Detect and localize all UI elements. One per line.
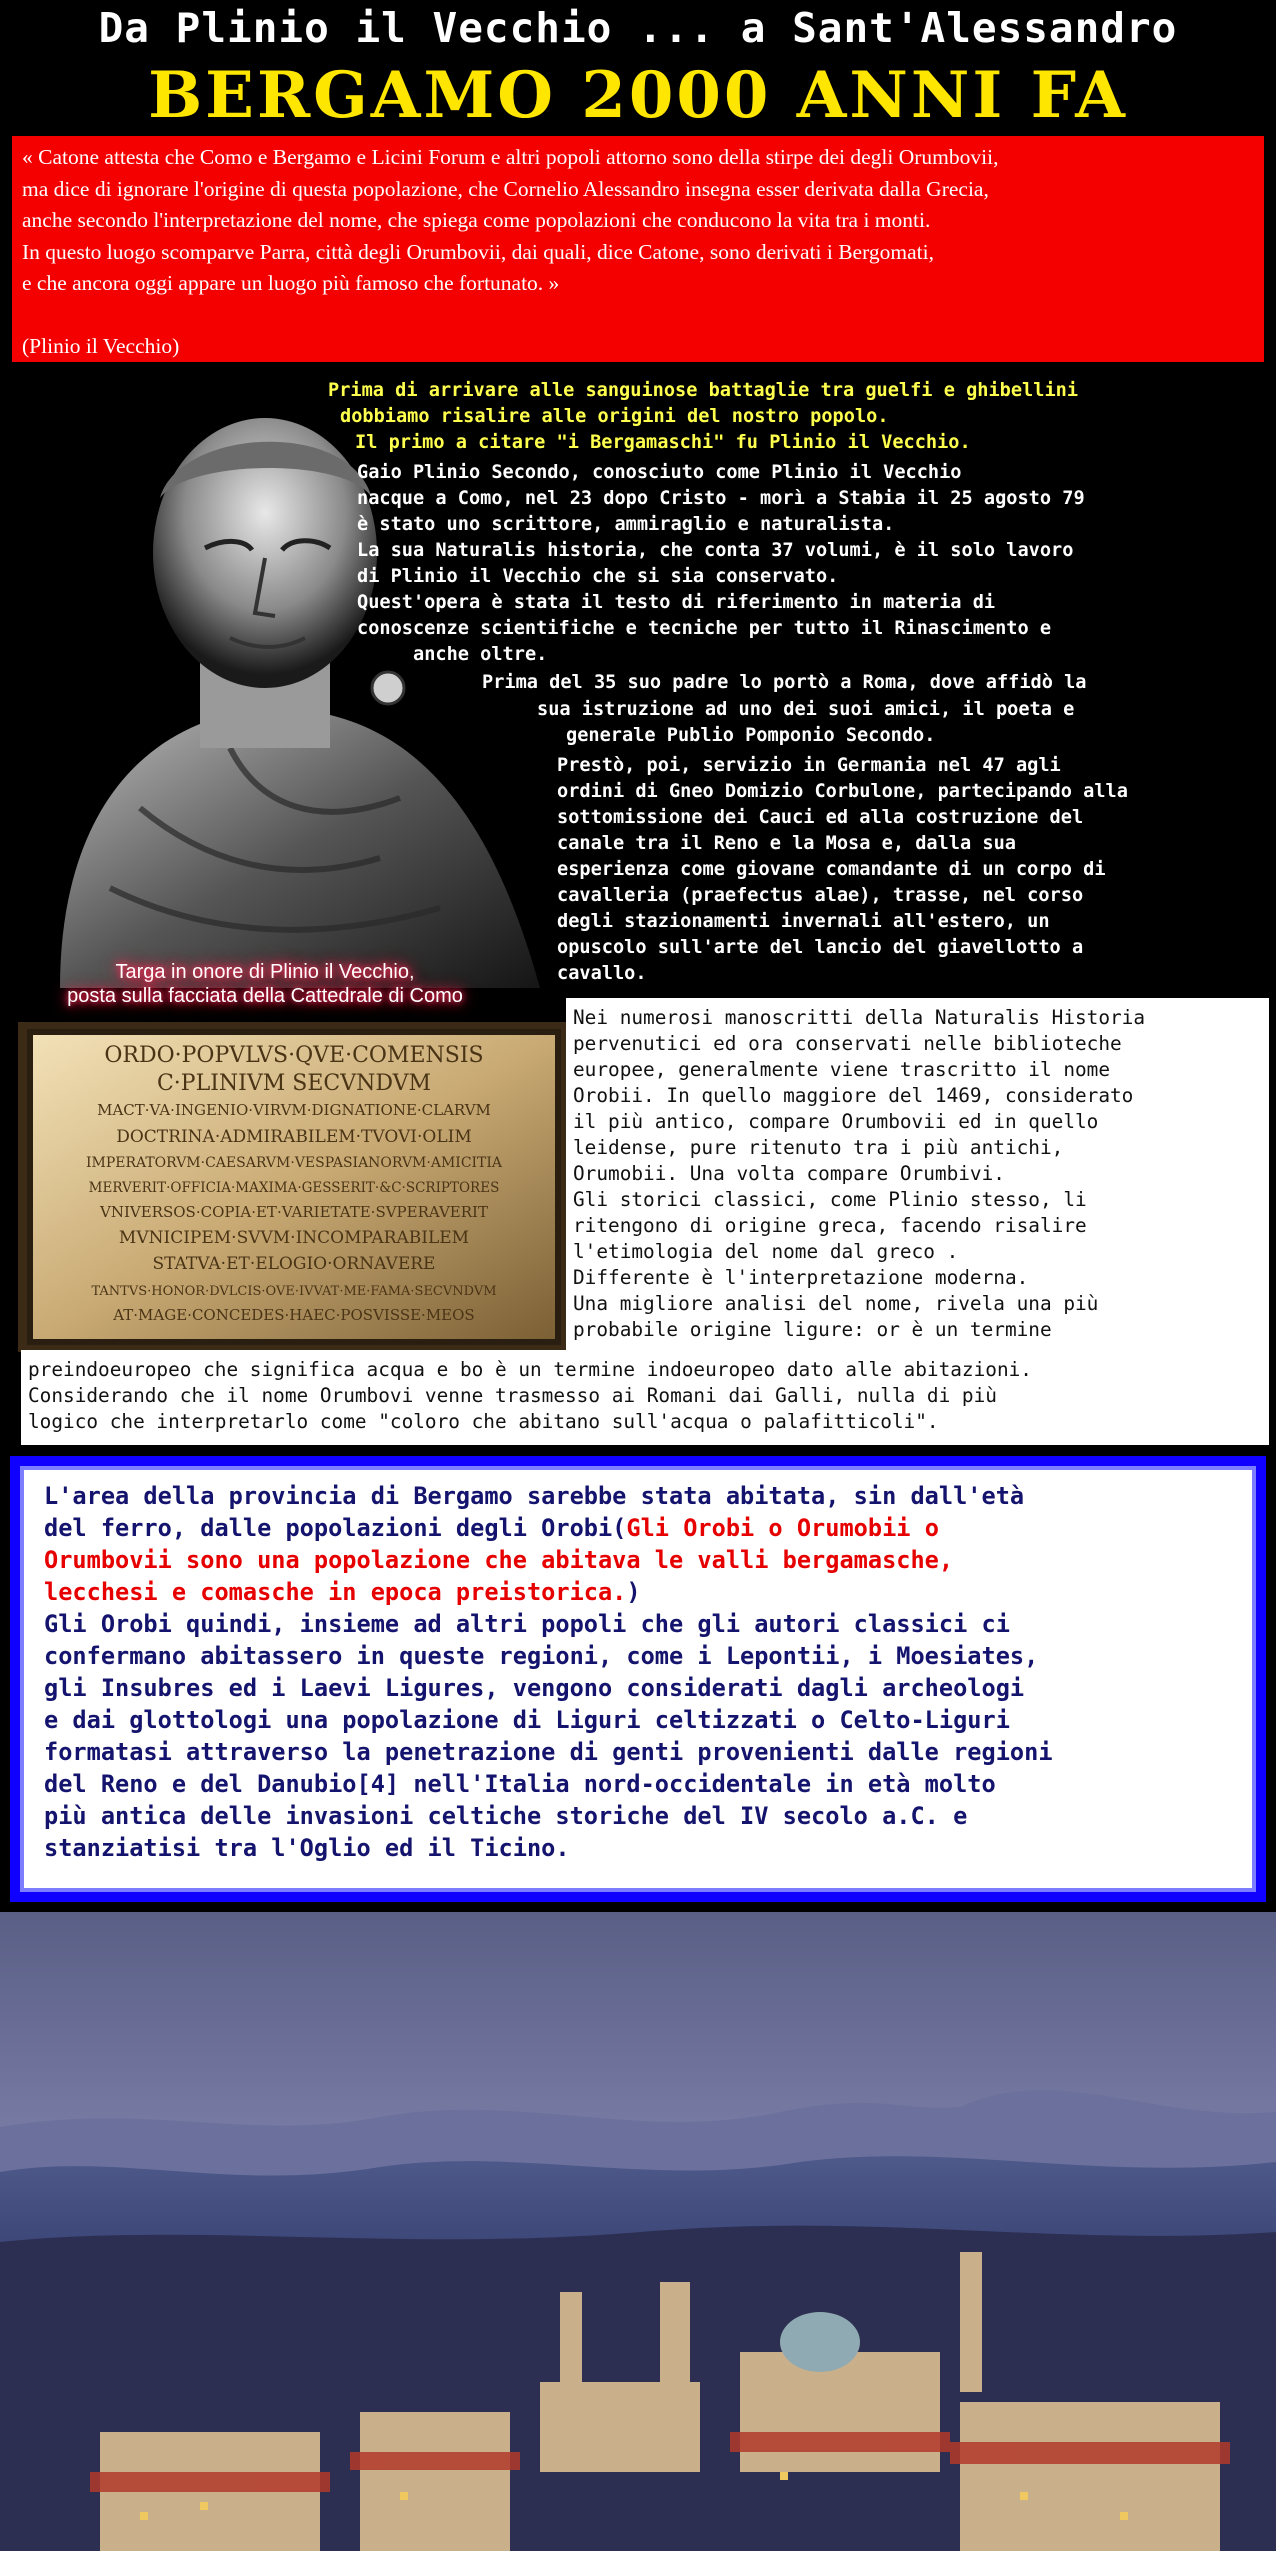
bio-line: cavallo. [557,963,647,984]
plaque-inscription-line: MACT·VA·INGENIO·VIRVM·DIGNATIONE·CLARVM [97,1101,491,1119]
orobi-line: lecchesi e comasche in epoca preistorica.) [44,1578,641,1606]
names-line: il più antico, compare Orumbovii ed in quello [573,1110,1099,1133]
orobi-line: stanziatisi tra l'Oglio ed il Ticino. [44,1834,570,1862]
names-line: logico che interpretarlo come "coloro che abitano sull'acqua o palafitticoli". [28,1410,939,1433]
names-line: Differente è l'interpretazione moderna. [573,1266,1029,1289]
plaque-caption: Targa in onore di Plinio il Vecchio, posta sulla facciata della Cattedrale di Como [67,961,463,1007]
names-line: leidense, pure ritenuto tra i più antichi, [573,1136,1064,1159]
plaque-inscription-line: VNIVERSOS·COPIA·ET·VARIETATE·SVPERAVERIT [100,1203,488,1221]
bio-line: è stato uno scrittore, ammiraglio e naturalista. [357,514,895,535]
page-subtitle: BERGAMO 2000 ANNI FA [148,58,1128,133]
names-line: l'etimologia del nome dal greco . [573,1240,959,1263]
bio-line: ordini di Gneo Domizio Corbulone, partecipando alla [557,781,1128,802]
quote-line: ma dice di ignorare l'origine di questa popolazione, che Cornelio Alessandro insegna esser derivata dalla Grecia, [22,176,989,201]
plaque-inscription-line: TANTVS·HONOR·DVLCIS·OVE·IVVAT·ME·FAMA·SECVNDVM [91,1284,497,1299]
orobi-line: gli Insubres ed i Laevi Ligures, vengono considerati dagli archeologi [44,1674,1025,1702]
bio-line: di Plinio il Vecchio che si sia conservato. [357,566,839,587]
bio-line: La sua Naturalis historia, che conta 37 volumi, è il solo lavoro [357,540,1074,561]
plaque-inscription-line: ORDO·POPVLVS·QVE·COMENSIS [104,1043,484,1068]
names-line: ritengono di origine greca, facendo risalire [573,1214,1087,1237]
plaque-inscription-line: C·PLINIVM SECVNDVM [156,1071,432,1096]
bergamo-city-photo [0,1912,1276,2551]
intro-line: Il primo a citare "i Bergamaschi" fu Plinio il Vecchio. [355,432,971,453]
bio-line: anche oltre. [413,644,548,665]
plaque-inscription-line: STATVA·ET·ELOGIO·ORNAVERE [152,1254,436,1274]
bio-line: Prestò, poi, servizio in Germania nel 47 agli [557,755,1061,776]
bio-line: Prima del 35 suo padre lo portò a Roma, dove affidò la [482,672,1087,693]
orobi-line: e dai glottologi una popolazione di Liguri celtizzati o Celto-Liguri [44,1706,1010,1734]
plaque-image [18,1022,570,1352]
orobi-highlight: Orumbovii sono una popolazione che abitava le valli bergamasche, [44,1546,954,1574]
bio-line: opuscolo sull'arte del lancio del giavellotto a [557,937,1084,958]
intro-line: dobbiamo risalire alle origini del nostro popolo. [340,406,889,427]
names-line: preindoeuropeo che significa acqua e bo è un termine indoeuropeo dato alle abitazioni. [28,1358,1032,1381]
quote-author: (Plinio il Vecchio) [22,333,180,358]
orobi-line: del Reno e del Danubio[4] nell'Italia nord-occidentale in età molto [44,1770,996,1798]
plaque-inscription-line: DOCTRINA·ADMIRABILEM·TVOVI·OLIM [116,1127,472,1147]
bio-line: conoscenze scientifiche e tecniche per tutto il Rinascimento e [357,618,1052,639]
orobi-highlight: Gli Orobi o Orumobii o [626,1514,939,1542]
names-line: Orobii. In quello maggiore del 1469, considerato [573,1084,1134,1107]
names-line: Gli storici classici, come Plinio stesso, li [573,1188,1087,1211]
orobi-line: confermano abitassero in queste regioni, come i Lepontii, i Moesiates, [44,1642,1039,1670]
names-line: Orumobii. Una volta compare Orumbivi. [573,1162,1005,1185]
quote-line: « Catone attesta che Como e Bergamo e Licini Forum e altri popoli attorno sono della stirpe dei degli Orumbovii, [22,145,999,169]
names-line: Considerando che il nome Orumbovi venne trasmesso ai Romani dai Galli, nulla di più [28,1384,997,1407]
names-line: probabile origine ligure: or è un termine [573,1318,1052,1341]
names-line: Una migliore analisi del nome, rivela una più [573,1292,1099,1315]
intro-line: Prima di arrivare alle sanguinose battaglie tra guelfi e ghibellini [328,380,1079,401]
quote-line: e che ancora oggi appare un luogo più famoso che fortunato. » [22,271,560,295]
names-line: pervenutici ed ora conservati nelle biblioteche [573,1032,1122,1055]
orobi-highlight: lecchesi e comasche in epoca preistorica. [44,1578,627,1606]
orobi-line: del ferro, dalle popolazioni degli Orobi(Gli Orobi o Orumobii o [44,1514,939,1542]
orobi-line: più antica delle invasioni celtiche storiche del IV secolo a.C. e [44,1802,968,1830]
orobi-line: formatasi attraverso la penetrazione di genti provenienti dalle regioni [44,1738,1053,1766]
quote-line: anche secondo l'interpretazione del nome, che spiega come popolazioni che conducono la vita tra i monti. [22,208,931,232]
quote-line: In questo luogo scomparve Parra, città degli Orumbovii, dai quali, dice Catone, sono derivati i Bergomati, [22,239,934,264]
bio-line: Quest'opera è stata il testo di riferimento in materia di [357,592,996,613]
bio-line: cavalleria (praefectus alae), trasse, nel corso [557,885,1084,906]
plaque-inscription-line: IMPERATORVM·CAESARVM·VESPASIANORVM·AMICITIA [85,1155,503,1171]
bio-line: sua istruzione ad uno dei suoi amici, il poeta e [537,699,1075,720]
bio-line: generale Publio Pomponio Secondo. [566,725,936,746]
bio-line: Gaio Plinio Secondo, conosciuto come Plinio il Vecchio [357,462,962,483]
orobi-line: L'area della provincia di Bergamo sarebbe stata abitata, sin dall'età [44,1482,1025,1510]
orobi-line: Gli Orobi quindi, insieme ad altri popoli che gli autori classici ci [44,1610,1010,1638]
plaque-inscription-line: MVNICIPEM·SVVM·INCOMPARABILEM [118,1228,470,1248]
bio-line: degli stazionamenti invernali all'estero, un [557,911,1050,932]
bio-line: esperienza come giovane comandante di un corpo di [557,859,1106,880]
plaque-inscription-line: AT·MAGE·CONCEDES·HAEC·POSVISSE·MEOS [113,1306,475,1324]
plaque-inscription-line: MERVERIT·OFFICIA·MAXIMA·GESSERIT·&C·SCRIPTORES [88,1180,500,1196]
pliny-quote-box [12,136,1264,362]
page-title: Da Plinio il Vecchio ... a Sant'Alessandro [98,4,1178,52]
names-line: europee, generalmente viene trascritto il nome [573,1058,1111,1081]
bio-line: nacque a Como, nel 23 dopo Cristo - morì a Stabia il 25 agosto 79 [357,488,1085,509]
bio-line: sottomissione dei Cauci ed alla costruzione del [557,807,1084,828]
names-line: Nei numerosi manoscritti della Naturalis Historia [573,1006,1146,1029]
bio-line: canale tra il Reno e la Mosa e, dalla sua [557,833,1016,854]
